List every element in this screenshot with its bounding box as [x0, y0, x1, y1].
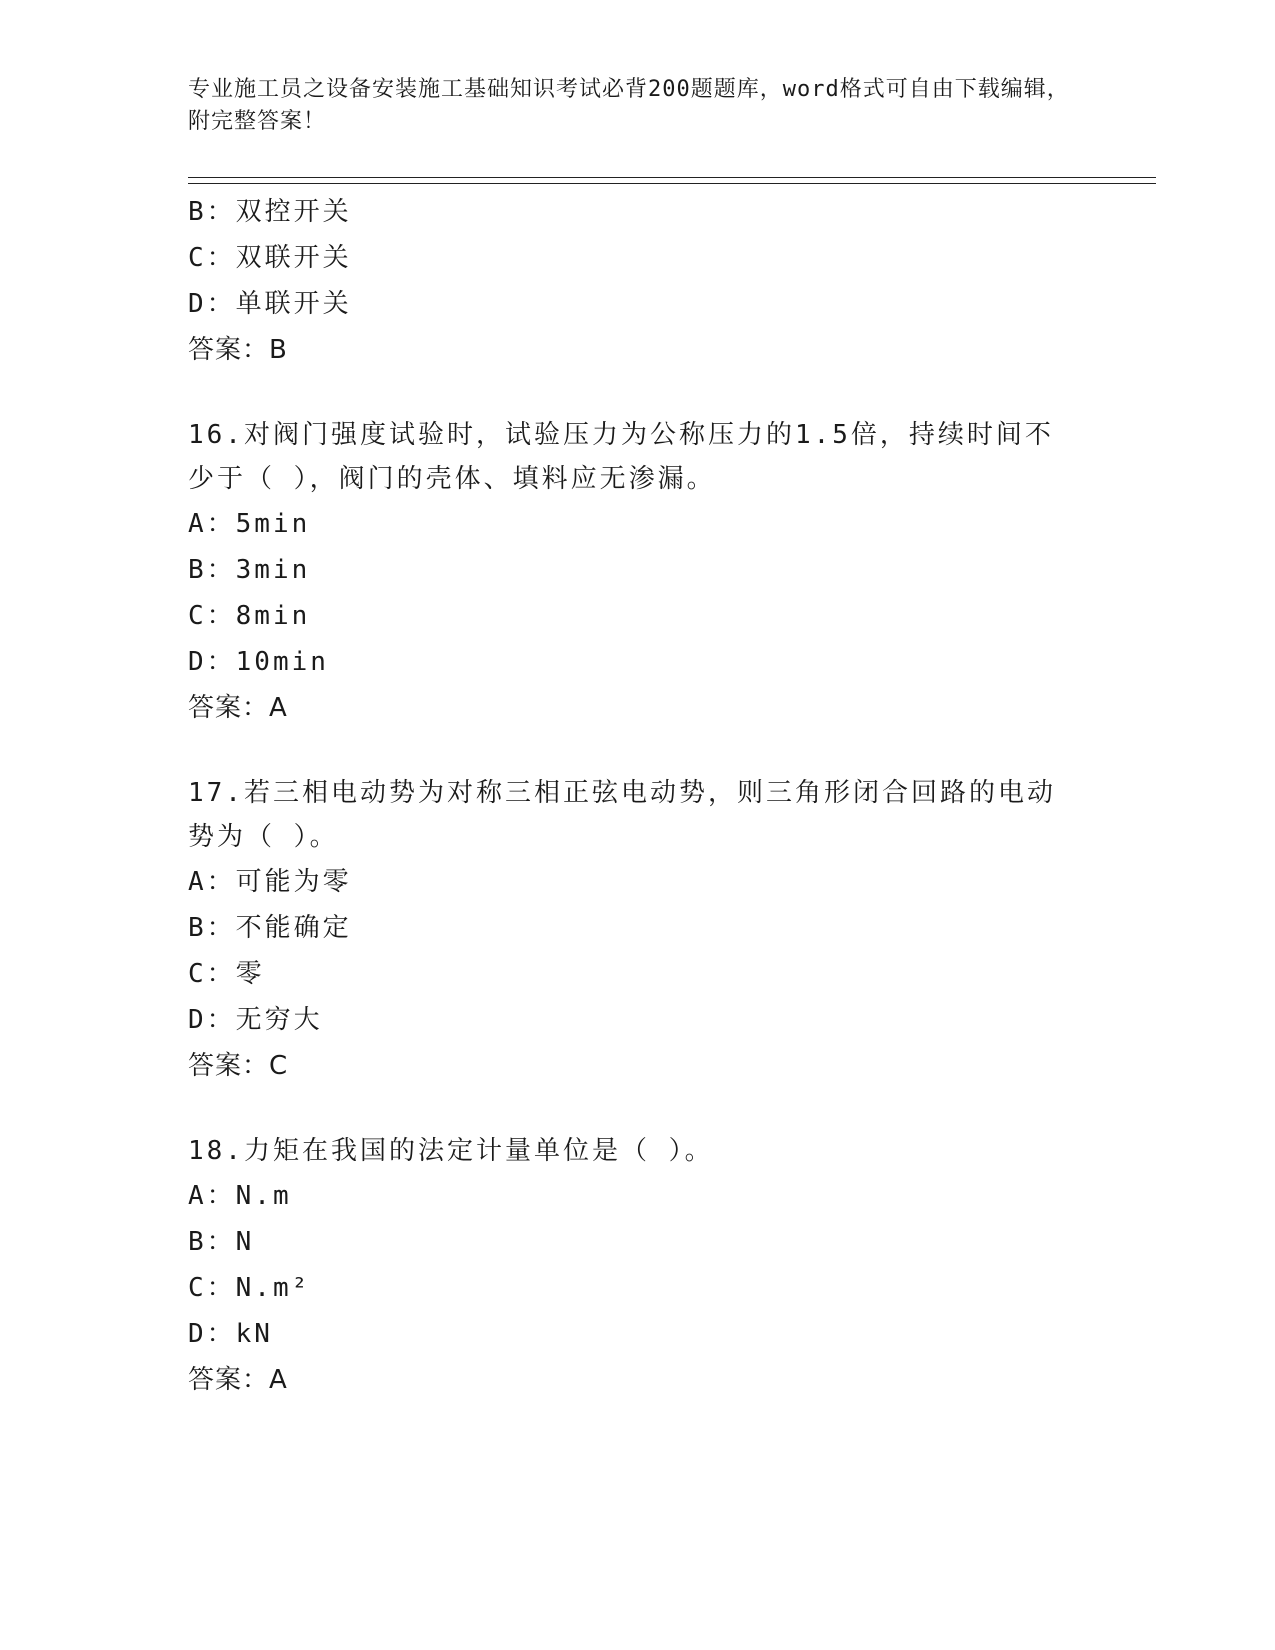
- option-a: A：可能为零: [188, 867, 352, 897]
- option-d: D：10min: [188, 647, 329, 677]
- spacer: [188, 731, 1088, 771]
- header-divider-top: [188, 177, 1156, 178]
- document-title: 专业施工员之设备安装施工基础知识考试必背200题题库，word格式可自由下载编辑，附完整答案！: [188, 77, 1070, 134]
- question-text: 18.力矩在我国的法定计量单位是（ ）。: [188, 1136, 714, 1166]
- option-c: C：8min: [188, 601, 311, 631]
- question-text: 16.对阀门强度试验时，试验压力为公称压力的1.5倍，持续时间不少于（ ），阀门的壳体、填料应无渗漏。: [188, 420, 1054, 494]
- option-d: D：无穷大: [188, 1005, 323, 1035]
- question-16: [188, 413, 1088, 731]
- spacer: [188, 1089, 1088, 1129]
- answer: 答案：B: [188, 335, 288, 365]
- question-list: [188, 189, 1088, 1403]
- answer: 答案：A: [188, 693, 288, 723]
- option-a: A：5min: [188, 509, 311, 539]
- option-b: B：双控开关: [188, 197, 352, 227]
- spacer: [188, 373, 1088, 413]
- option-b: B：N: [188, 1227, 255, 1257]
- option-c: C：零: [188, 959, 265, 989]
- option-b: B：不能确定: [188, 913, 352, 943]
- answer: 答案：A: [188, 1365, 288, 1395]
- question-15-continued: [188, 189, 1088, 373]
- question-17: [188, 771, 1088, 1089]
- option-b: B：3min: [188, 555, 311, 585]
- option-d: D：kN: [188, 1319, 273, 1349]
- question-text: 17.若三相电动势为对称三相正弦电动势，则三角形闭合回路的电动势为（ ）。: [188, 778, 1056, 852]
- answer: 答案：C: [188, 1051, 289, 1081]
- option-c: C：N.m²: [188, 1273, 311, 1303]
- option-d: D：单联开关: [188, 289, 352, 319]
- question-18: [188, 1129, 1088, 1403]
- option-c: C：双联开关: [188, 243, 352, 273]
- option-a: A：N.m: [188, 1181, 292, 1211]
- header-divider-bottom: [188, 183, 1156, 184]
